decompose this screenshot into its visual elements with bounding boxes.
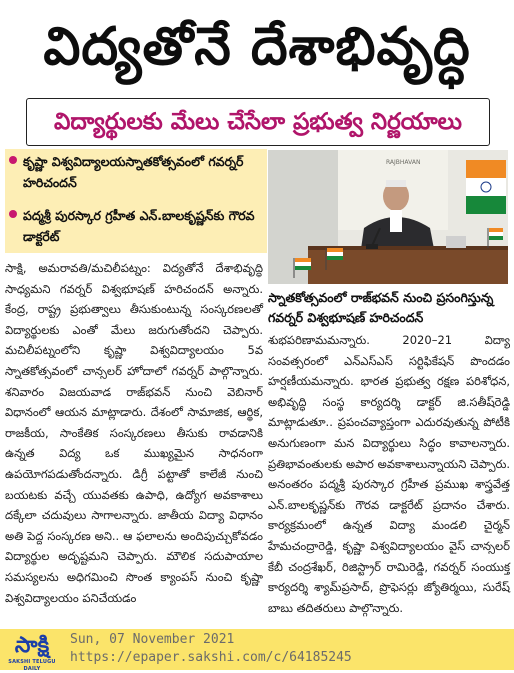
- photo-sign-text: RAJBHAVAN: [386, 159, 421, 166]
- bullet-icon: [9, 156, 17, 164]
- sakshi-logo: [4, 633, 60, 672]
- logo-text: సాక్షి: [14, 633, 50, 658]
- highlights-box: [5, 149, 267, 253]
- news-photo: [268, 150, 508, 284]
- governor-photo-illustration: [268, 150, 508, 284]
- bullet-icon: [9, 210, 17, 218]
- highlight-item: [5, 205, 285, 247]
- photo-caption: స్నాతకోత్సవంలో రాజ్‌భవన్ నుంచి ప్రసంగిస్తున్న గవర్నర్ విశ్వభూషణ్ హరిచందన్: [268, 290, 494, 325]
- logo-subtext: SAKSHI TELUGU DAILY: [8, 659, 56, 672]
- article-body-column-2: శుభపరిణామమన్నారు. 2020–21 విద్యా సంవత్సరంలో ఎన్ఎస్ఎస్ సర్టిఫికేషన్ పొందడం హర్షణీయమన్నారు. భారత ప్రభుత్వ రక్షణ పరిశోధన, అభివృద్ధి సంస్థ కార్యదర్శి డాక్టర్ జి.సతీష్‌రెడ్డి మాట్లాడుతూ.. ప్రపంచవ్యాప్తంగా ఎదురవుతున్న పోటీకి అనుగుణంగా మన విద్యార్థులు సిద్ధం కావాలన్నారు. ప్రతిభావంతులకు అపార అవకాశాలున్నాయని చెప్పారు. అనంతరం పద్మశ్రీ పురస్కార గ్రహీత ప్రముఖ శాస్త్రవేత్త ఎన్.బాలకృష్ణన్‌కు గౌరవ డాక్టరేట్ ప్రదానం చేశారు. కార్యక్రమంలో ఉన్నత విద్యా మండలి చైర్మన్ హేమచంద్రారెడ్డి, కృష్ణా విశ్వవిద్యాలయం వైస్ చాన్సలర్ కేబీ చంద్రశేఖర్, రిజిస్ట్రార్ రామిరెడ్డి, గవర్నర్ సంయుక్త కార్యదర్శి శ్యామ్‌ప్రసాద్, ప్రొఫెసర్లు జ్యోతిర్మయి, సురేష్ బాబు తదితరులు పాల్గొన్నారు.: [268, 333, 510, 615]
- subheadline: విద్యార్థులకు మేలు చేసేలా ప్రభుత్వ నిర్ణయాలు: [26, 98, 490, 146]
- highlight-text: కృష్ణా విశ్వవిద్యాలయస్నాతకోత్సవంలో గవర్నర్ హరిచందన్: [23, 154, 244, 190]
- highlight-item: [5, 151, 285, 193]
- article-body-column-1: సాక్షి, అమరావతి/మచిలీపట్నం: విద్యతోనే దేశాభివృద్ధి సాధ్యమని గవర్నర్ విశ్వభూషణ్ హరిచందన్ అన్నారు. కేంద్ర, రాష్ట్ర ప్రభుత్వాలు తీసుకుంటున్న సంస్కరణలతో విద్యార్థులకు ఎంతో మేలు జరుగుతోందని చెప్పారు. మచిలీపట్నంలోని కృష్ణా విశ్వవిద్యాలయం 5వ స్నాతకోత్సవంలో చాన్సలర్ హోదాలో గవర్నర్ పాల్గొన్నారు. శనివారం విజయవాడ రాజ్‌భవన్ నుంచి వెబినార్ విధానంలో ఆయన మాట్లాడారు. దేశంలో సామాజిక, ఆర్థిక, రాజకీయ, సాంకేతిక సంస్కరణలు తీసుకు రావడానికి ఉన్నత విద్య ఒక ముఖ్యమైన సాధనంగా ఉపయోగపడుతోందన్నారు. డిగ్రీ పట్టాతో కాలేజీ నుంచి బయటకు వచ్చే యువతకు ఉపాధి, ఉద్యోగ అవకాశాలు దక్కేలా చదువులు సాగాలన్నారు. జాతీయ విద్యా విధానం అతి పెద్ద సంస్కరణ అని.. ఆ ఫలాలను అందిపుచ్చుకోవడం విద్యార్థుల అదృష్టమని చెప్పారు. మౌలిక సదుపాయాల సమస్యలను అధిగమించి సొంత క్యాంపస్ నుంచి కృష్ణా విశ్వవిద్యాలయం పనిచేయడం: [5, 261, 263, 605]
- footer-bar: [0, 629, 514, 670]
- headline: విద్యతోనే దేశాభివృద్ధి: [43, 17, 471, 77]
- epaper-url[interactable]: https://epaper.sakshi.com/c/64185245: [70, 650, 352, 665]
- publication-date: Sun, 07 November 2021: [70, 632, 235, 647]
- highlight-text: పద్మశ్రీ పురస్కార గ్రహీత ఎన్.బాలకృష్ణన్‌కు గౌరవ డాక్టరేట్: [23, 208, 255, 244]
